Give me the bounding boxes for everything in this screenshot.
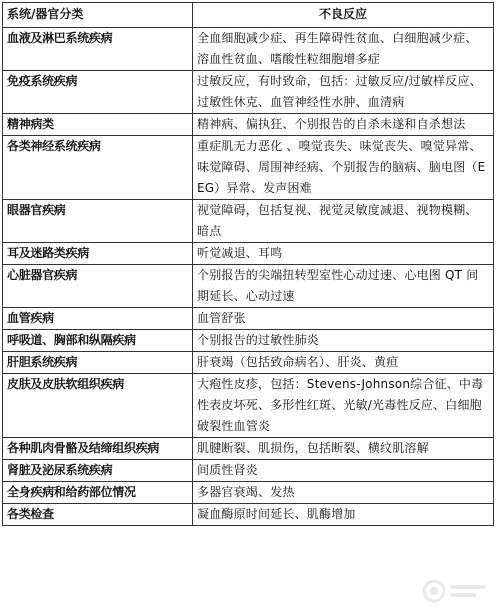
effect-cell: 间质性肾炎: [193, 460, 494, 482]
adverse-reactions-table: [2, 2, 494, 526]
category-cell: 呼吸道、胸部和纵隔疾病: [3, 330, 193, 352]
effect-cell: 肌腱断裂、肌损伤，包括断裂、横纹肌溶解: [193, 438, 494, 460]
effect-cell: 全血细胞减少症、再生障碍性贫血、白细胞减少症、溶血性贫血、嗜酸性粒细胞增多症: [193, 28, 494, 71]
category-cell: 免疫系统疾病: [3, 71, 193, 114]
table-row: [3, 136, 494, 200]
category-cell: 肾脏及泌尿系统疾病: [3, 460, 193, 482]
table-row: [3, 504, 494, 526]
category-cell: 血液及淋巴系统疾病: [3, 28, 193, 71]
table-row: [3, 200, 494, 243]
table-row: [3, 374, 494, 438]
category-cell: 各类神经系统疾病: [3, 136, 193, 200]
table-row: [3, 308, 494, 330]
category-cell: 眼器官疾病: [3, 200, 193, 243]
table-row: [3, 352, 494, 374]
category-cell: 全身疾病和给药部位情况: [3, 482, 193, 504]
table-row: [3, 460, 494, 482]
category-cell: 皮肤及皮肤软组织疾病: [3, 374, 193, 438]
brand-watermark-icon: [420, 576, 490, 606]
effect-cell: 血管舒张: [193, 308, 494, 330]
effect-cell: 精神病、偏执狂、个别报告的自杀未遂和自杀想法: [193, 114, 494, 136]
table-row: [3, 71, 494, 114]
header-effect: 不良反应: [193, 3, 494, 28]
effect-cell: 视觉障碍，包括复视、视觉灵敏度减退、视物模糊、暗点: [193, 200, 494, 243]
effect-cell: 听觉减退、耳鸣: [193, 243, 494, 265]
header-category: 系统/器官分类: [3, 3, 193, 28]
table-row: [3, 114, 494, 136]
table-row: [3, 482, 494, 504]
category-cell: 耳及迷路类疾病: [3, 243, 193, 265]
effect-cell: 肝衰竭（包括致命病名）、肝炎、黄疸: [193, 352, 494, 374]
category-cell: 各类检查: [3, 504, 193, 526]
category-cell: 肝胆系统疾病: [3, 352, 193, 374]
effect-cell: 多器官衰竭、发热: [193, 482, 494, 504]
table-row: [3, 330, 494, 352]
effect-cell: 个别报告的过敏性肺炎: [193, 330, 494, 352]
effect-cell: 个别报告的尖端扭转型室性心动过速、心电图 QT 间期延长、心动过速: [193, 265, 494, 308]
table-row: [3, 28, 494, 71]
category-cell: 心脏器官疾病: [3, 265, 193, 308]
effect-cell: 过敏反应，有时致命，包括：过敏反应/过敏样反应、过敏性休克、血管神经性水肿、血清病: [193, 71, 494, 114]
category-cell: 精神病类: [3, 114, 193, 136]
table-row: [3, 438, 494, 460]
table-header-row: [3, 3, 494, 28]
category-cell: 各种肌肉骨骼及结缔组织疾病: [3, 438, 193, 460]
table-row: [3, 243, 494, 265]
category-cell: 血管疾病: [3, 308, 193, 330]
effect-cell: 重症肌无力恶化 、嗅觉丧失、味觉丧失、嗅觉异常、味觉障碍、周围神经病、个别报告的脑病、脑电图（EEG）异常、发声困难: [193, 136, 494, 200]
table-row: [3, 265, 494, 308]
effect-cell: 凝血酶原时间延长、肌酶增加: [193, 504, 494, 526]
effect-cell: 大疱性皮疹，包括：Stevens-Johnson综合征、中毒性表皮坏死、多形性红斑、光敏/光毒性反应、白细胞破裂性血管炎: [193, 374, 494, 438]
